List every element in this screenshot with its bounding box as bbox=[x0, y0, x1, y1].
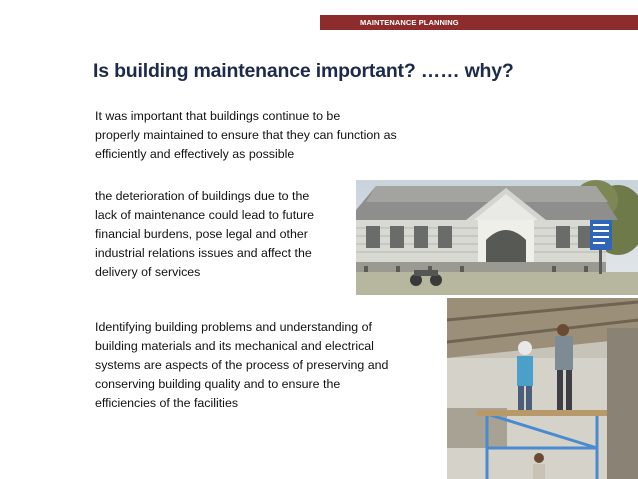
scaffolding-workers-photo bbox=[447, 298, 638, 479]
text-line: conserving building quality and to ensure the bbox=[95, 377, 341, 391]
banner-text: MAINTENANCE PLANNING bbox=[360, 18, 459, 27]
text-line: Identifying building problems and understanding of bbox=[95, 320, 372, 334]
text-line: industrial relations issues and affect the bbox=[95, 246, 312, 260]
text-line: efficiencies of the facilities bbox=[95, 396, 239, 410]
text-line: properly maintained to ensure that they can function as bbox=[95, 128, 397, 142]
header-banner bbox=[320, 15, 638, 30]
slide-title: Is building maintenance important? …… why? bbox=[93, 60, 514, 82]
text-line: building materials and its mechanical and electrical bbox=[95, 339, 374, 353]
text-line: financial burdens, pose legal and other bbox=[95, 227, 308, 241]
text-line: the deterioration of buildings due to the bbox=[95, 189, 310, 203]
paragraph-identifying bbox=[95, 318, 388, 413]
text-line: systems are aspects of the process of preserving and bbox=[95, 358, 389, 372]
text-line: lack of maintenance could lead to future bbox=[95, 208, 315, 222]
text-line: efficiently and effectively as possible bbox=[95, 147, 295, 161]
text-line: It was important that buildings continue to be bbox=[95, 109, 341, 123]
old-building-photo bbox=[356, 180, 638, 295]
paragraph-deterioration bbox=[95, 187, 314, 282]
text-line: delivery of services bbox=[95, 265, 201, 279]
paragraph-importance bbox=[95, 107, 397, 164]
